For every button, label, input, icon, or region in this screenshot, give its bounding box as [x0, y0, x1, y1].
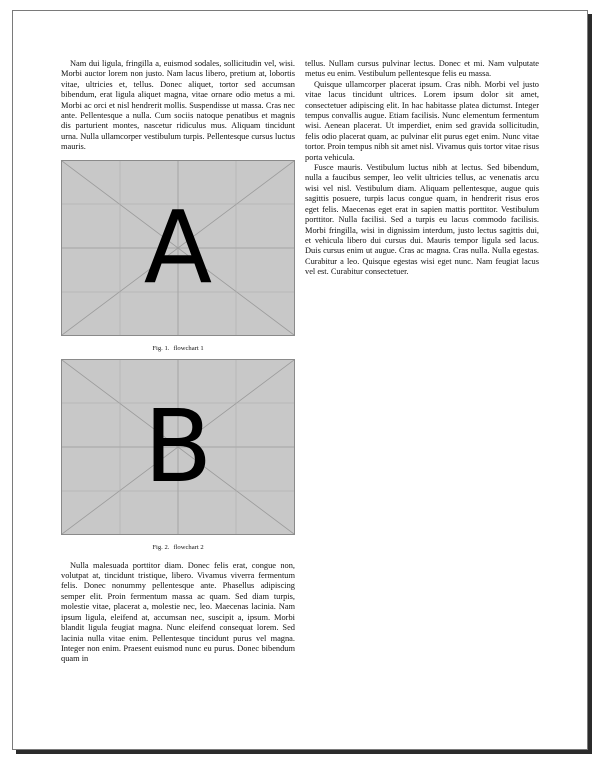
left-column — [61, 59, 295, 665]
right-paragraph-2: Quisque ullamcorper placerat ipsum. Cras nibh. Morbi vel justo vitae lacus tincidunt ultrices. Lorem ipsum dolor sit amet, consectetuer adipiscing elit. In hac habitasse platea dictumst. Integer tempus convallis augue. Etiam facilisis. Nunc elementum fermentum wisi. Aenean placerat. Ut imperdiet, enim sed gravida sollicitudin, felis odio placerat quam, ac pulvinar elit purus eget enim. Nunc vitae tortor. Proin tempus nibh sit amet nisl. Vivamus quis tortor vitae risus porta vehicula. — [305, 79, 539, 162]
figure-1-letter: A — [143, 188, 213, 306]
left-paragraph-1: Nam dui ligula, fringilla a, euismod sodales, sollicitudin vel, wisi. Morbi auctor lorem non justo. Nam lacus libero, pretium at, lobortis vitae, ultricies et, tellus. Donec aliquet, tortor sed accumsan bibendum, erat ligula aliquet magna, vitae ornare odio metus a mi. Morbi ac orci et nisl hendrerit mollis. Suspendisse ut massa. Cras nec ante. Pellentesque a nulla. Cum sociis natoque penatibus et magnis dis parturient montes, nascetur ridiculus mus. Aliquam tincidunt urna. Nulla ullamcorper vestibulum turpis. Pellentesque cursus luctus mauris. — [61, 59, 295, 152]
figure-1-placeholder-image — [61, 160, 295, 336]
right-paragraph-3: Fusce mauris. Vestibulum luctus nibh at lectus. Sed bibendum, nulla a faucibus semper, leo velit ultricies tellus, ac venenatis arcu wisi vel nisl. Vestibulum diam. Aliquam pellentesque, augue quis sagittis posuere, turpis lacus congue quam, in hendrerit risus eros eget felis. Maecenas eget erat in sapien mattis porttitor. Vestibulum porttitor. Nulla facilisi. Sed a turpis eu lacus commodo facilisis. Morbi fringilla, wisi in dignissim interdum, justo lectus sagittis dui, et vehicula libero dui cursus dui. Mauris tempor ligula sed lacus. Duis cursus enim ut augue. Cras ac magna. Cras nulla. Nulla egestas. Curabitur a leo. Quisque egestas wisi eget nunc. Nam feugiat lacus vel est. Curabitur consectetuer. — [305, 163, 539, 277]
figure-1-caption-text: flowchart 1 — [173, 344, 204, 352]
document-page — [12, 10, 588, 750]
figure-2-letter: B — [143, 387, 213, 505]
left-paragraph-2: Nulla malesuada porttitor diam. Donec felis erat, congue non, volutpat at, tincidunt tristique, libero. Vivamus viverra fermentum felis. Donec nonummy pellentesque ante. Phasellus adipiscing semper elit. Proin fermentum massa ac quam. Sed diam turpis, molestie vitae, placerat a, molestie nec, leo. Maecenas lacinia. Nam ipsum ligula, eleifend at, accumsan nec, suscipit a, ipsum. Morbi blandit ligula feugiat magna. Nunc eleifend consequat lorem. Sed lacinia nulla vitae enim. Pellentesque tincidunt purus vel magna. Integer non enim. Praesent euismod nunc eu purus. Donec bibendum quam in — [61, 560, 295, 664]
figure-2-caption-text: flowchart 2 — [173, 543, 204, 551]
figure-2-label: Fig. 2. — [152, 543, 170, 551]
figure-2-placeholder-image — [61, 359, 295, 535]
right-paragraph-1: tellus. Nullam cursus pulvinar lectus. Donec et mi. Nam vulputate metus eu enim. Vestibulum pellentesque felis eu massa. — [305, 59, 539, 79]
figure-2 — [61, 359, 295, 551]
figure-1-caption — [61, 345, 295, 352]
figure-1-label: Fig. 1. — [152, 344, 170, 352]
figure-1 — [61, 160, 295, 352]
right-column — [305, 59, 539, 278]
figure-2-caption — [61, 544, 295, 551]
